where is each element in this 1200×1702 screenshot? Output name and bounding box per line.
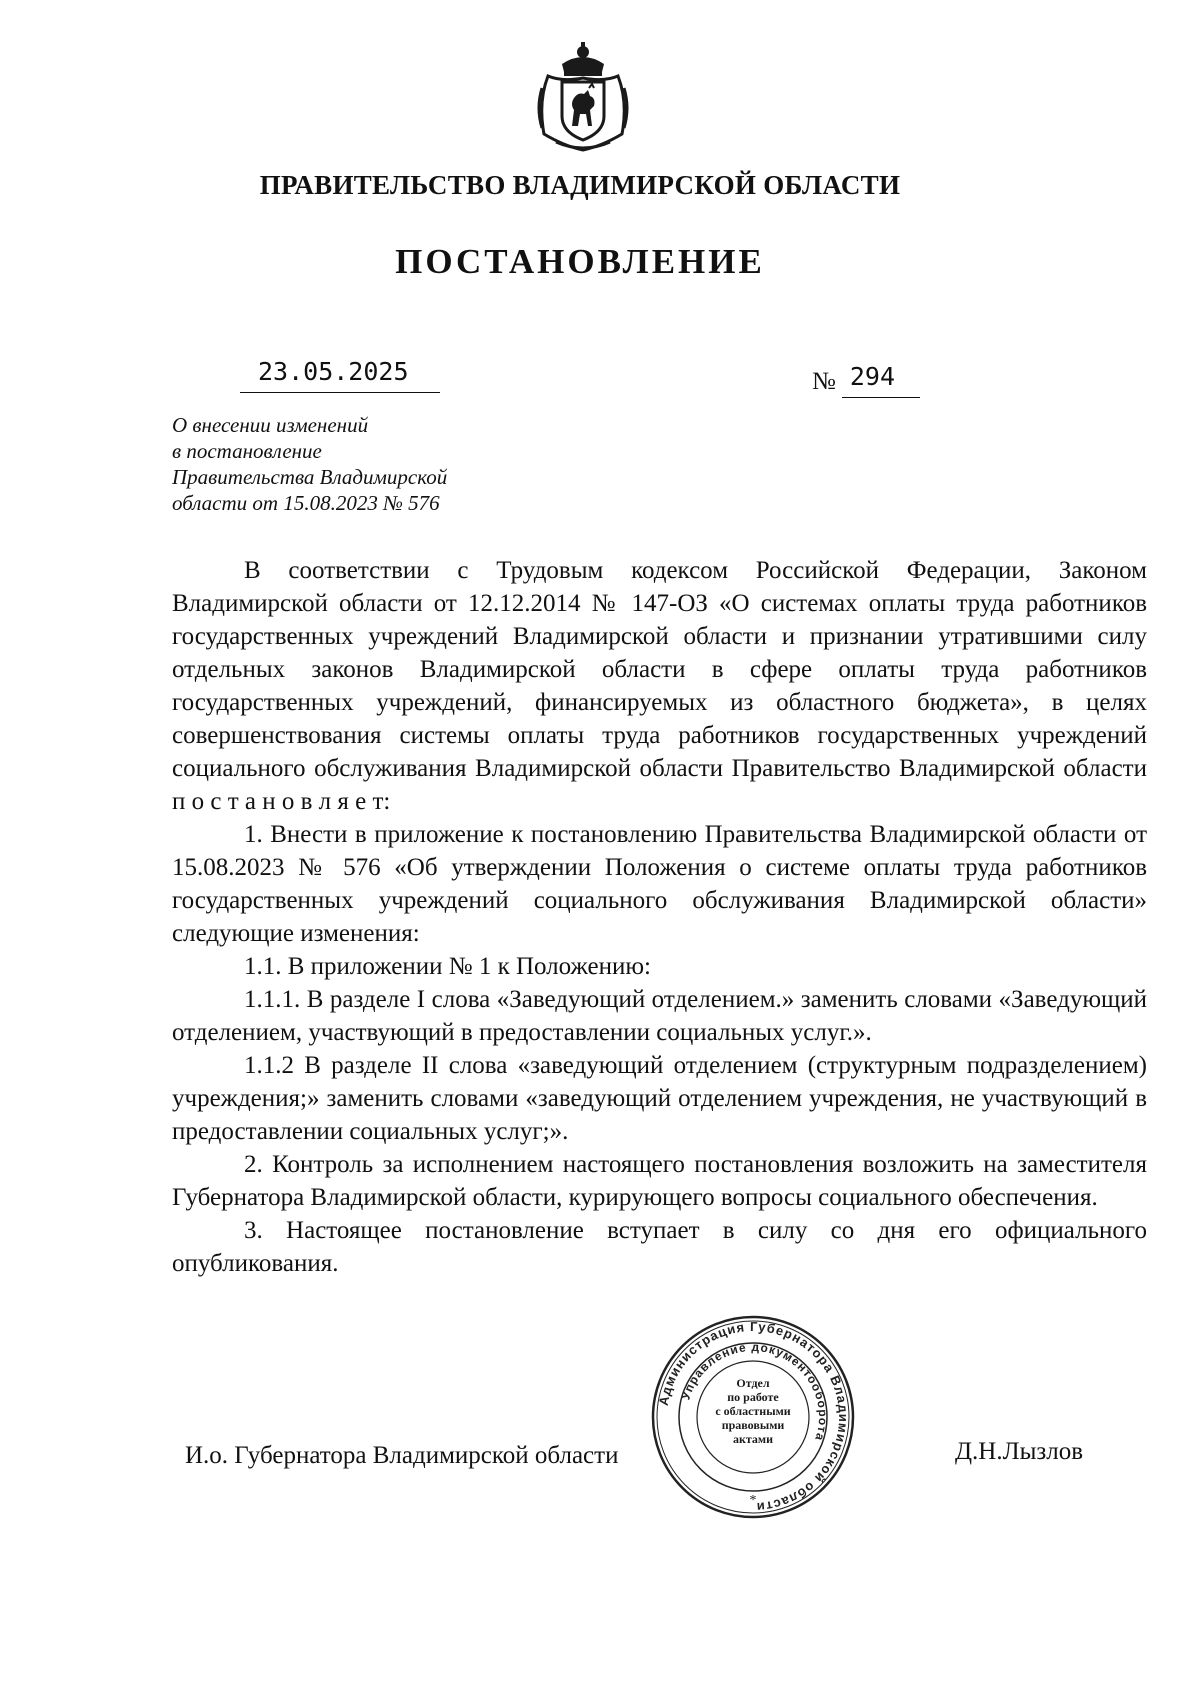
seal-inner-line: правовыми: [721, 1418, 785, 1432]
subject-line: области от 15.08.2023 № 576: [172, 491, 440, 515]
signatory-name: Д.Н.Лызлов: [955, 1438, 1084, 1465]
body-paragraph: 3. Настоящее постановление вступает в силу со дня его официального опубликования.: [172, 1217, 1147, 1277]
body-paragraph: 1.1.1. В разделе I слова «Заведующий отделением.» заменить словами «Заведующий отделением, участвующий в предоставлении социальных услуг.».: [172, 986, 1147, 1046]
document-body: [172, 554, 1147, 1280]
document-subject: [172, 412, 532, 516]
organization-name: ПРАВИТЕЛЬСТВО ВЛАДИМИРСКОЙ ОБЛАСТИ: [259, 170, 901, 200]
seal-inner-line: Отдел: [736, 1376, 770, 1390]
document-number-block: [812, 360, 920, 398]
seal-inner-line: с областными: [715, 1404, 791, 1418]
number-sign: №: [812, 368, 836, 395]
body-paragraph: 1. Внести в приложение к постановлению Правительства Владимирской области от 15.08.2023 № 576 «Об утверждении Положения о системе оплаты труда работников государственных учреждений социального обслуживания Владимирской области» следующие изменения:: [172, 821, 1147, 947]
document-date: 23.05.2025: [240, 356, 440, 393]
coat-of-arms-icon: [534, 42, 632, 154]
seal-outer-text: Администрация Губернатора Владимирской области: [655, 1318, 852, 1516]
seal-inner-text: [708, 1376, 798, 1446]
seal-inner-line: по работе: [727, 1390, 779, 1404]
seal-star: *: [749, 1493, 757, 1508]
subject-line: в постановление: [172, 439, 322, 463]
subject-line: О внесении изменений: [172, 413, 369, 437]
document-number: 294: [842, 361, 920, 398]
body-paragraph: В соответствии с Трудовым кодексом Российской Федерации, Законом Владимирской области от 12.12.2014 № 147-ОЗ «О системах оплаты труда работников государственных учреждений Владимирской области и признании утратившими силу отдельных законов Владимирской области в сфере оплаты труда работников государственных учреждений, финансируемых из областного бюджета», в целях совершенствования системы оплаты труда работников государственных учреждений социального обслуживания Владимирской области Правительство Владимирской области п о с т а н о в л я е т:: [172, 557, 1147, 815]
subject-line: Правительства Владимирской: [172, 465, 448, 489]
body-paragraph: 2. Контроль за исполнением настоящего постановления возложить на заместителя Губернатора Владимирской области, курирующего вопросы социального обеспечения.: [172, 1151, 1147, 1211]
seal-middle-text: Управление документооборота: [678, 1339, 831, 1444]
body-paragraph: 1.1.2 В разделе II слова «заведующий отделением (структурным подразделением) учреждения;» заменить словами «заведующий отделением учреждения, не участвующий в предоставлении социальных услуг;».: [172, 1052, 1147, 1145]
body-paragraph: 1.1. В приложении № 1 к Положению:: [244, 953, 651, 980]
document-type: ПОСТАНОВЛЕНИЕ: [395, 242, 765, 281]
seal-inner-line: актами: [732, 1432, 774, 1446]
signatory-title: И.о. Губернатора Владимирской области: [185, 1442, 619, 1469]
